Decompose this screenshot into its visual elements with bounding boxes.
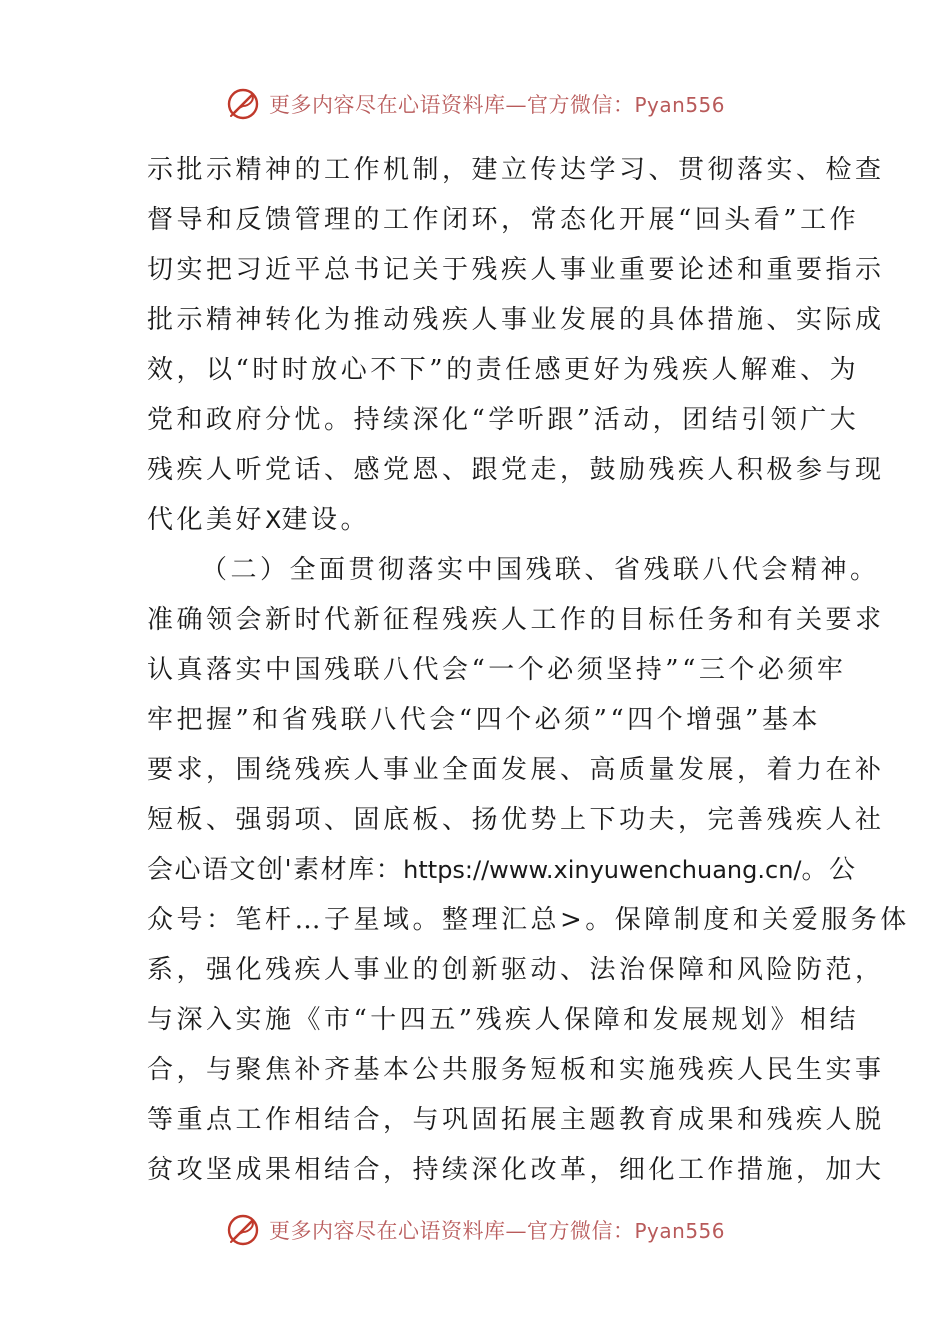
text-segment: 会心语文创'素材库： xyxy=(147,855,404,885)
text-segment: 建设。 xyxy=(281,505,370,535)
text-line: 批示精神转化为推动残疾人事业发展的具体措施、实际成 xyxy=(147,305,885,335)
quill-logo-icon xyxy=(225,86,261,122)
text-line: 效，以“时时放心不下”的责任感更好为残疾人解难、为 xyxy=(147,355,860,385)
quill-logo-icon xyxy=(225,1212,261,1248)
section-heading: （二）全面贯彻落实中国残联、省残联八代会精神。 xyxy=(201,555,880,585)
footer-watermark-text xyxy=(269,1215,725,1245)
text-line: 与深入实施《市“十四五”残疾人保障和发展规划》相结 xyxy=(147,1005,860,1035)
text-line: 短板、强弱项、固底板、扬优势上下功夫，完善残疾人社 xyxy=(147,805,885,835)
text-line: 示批示精神的工作机制，建立传达学习、贯彻落实、检查 xyxy=(147,155,885,185)
website-url: https://www.xinyuwenchuang.cn/ xyxy=(403,856,802,884)
text-line: 合，与聚焦补齐基本公共服务短板和实施残疾人民生实事 xyxy=(147,1055,885,1085)
footer-watermark-id: Pyan556 xyxy=(634,1219,725,1243)
header-watermark-banner xyxy=(0,80,950,128)
text-segment: 代化美好 xyxy=(147,505,266,535)
header-watermark-cn: 更多内容尽在心语资料库—官方微信： xyxy=(268,93,635,117)
text-line: 等重点工作相结合，与巩固拓展主题教育成果和残疾人脱 xyxy=(147,1105,885,1135)
text-line: 众号：笔杆…子星域。整理汇总>。保障制度和关爱服务体 xyxy=(147,905,910,935)
text-line: 牢把握”和省残联八代会“四个必须”“四个增强”基本 xyxy=(147,705,821,735)
text-line: 督导和反馈管理的工作闭环，常态化开展“回头看”工作 xyxy=(147,205,860,235)
header-watermark-id: Pyan556 xyxy=(634,93,725,117)
text-line: 贫攻坚成果相结合，持续深化改革，细化工作措施，加大 xyxy=(147,1155,885,1185)
text-line: 认真落实中国残联八代会“一个必须坚持”“三个必须牢 xyxy=(147,655,847,685)
header-watermark-text xyxy=(269,89,725,119)
text-line xyxy=(147,495,807,545)
text-line: 残疾人听党话、感党恩、跟党走，鼓励残疾人积极参与现 xyxy=(147,455,885,485)
text-line xyxy=(147,845,857,895)
text-line: 准确领会新时代新征程残疾人工作的目标任务和有关要求 xyxy=(147,605,885,635)
text-line: 系，强化残疾人事业的创新驱动、法治保障和风险防范， xyxy=(147,955,885,985)
document-body xyxy=(147,145,910,1195)
footer-watermark-banner xyxy=(0,1206,950,1254)
footer-watermark-cn: 更多内容尽在心语资料库—官方微信： xyxy=(268,1219,635,1243)
text-line: 党和政府分忧。持续深化“学听跟”活动，团结引领广大 xyxy=(147,405,860,435)
text-segment-latin: X xyxy=(265,506,282,534)
text-line: 要求，围绕残疾人事业全面发展、高质量发展，着力在补 xyxy=(147,755,885,785)
text-segment: 。公 xyxy=(801,855,857,885)
text-line: 切实把习近平总书记关于残疾人事业重要论述和重要指示 xyxy=(147,255,885,285)
